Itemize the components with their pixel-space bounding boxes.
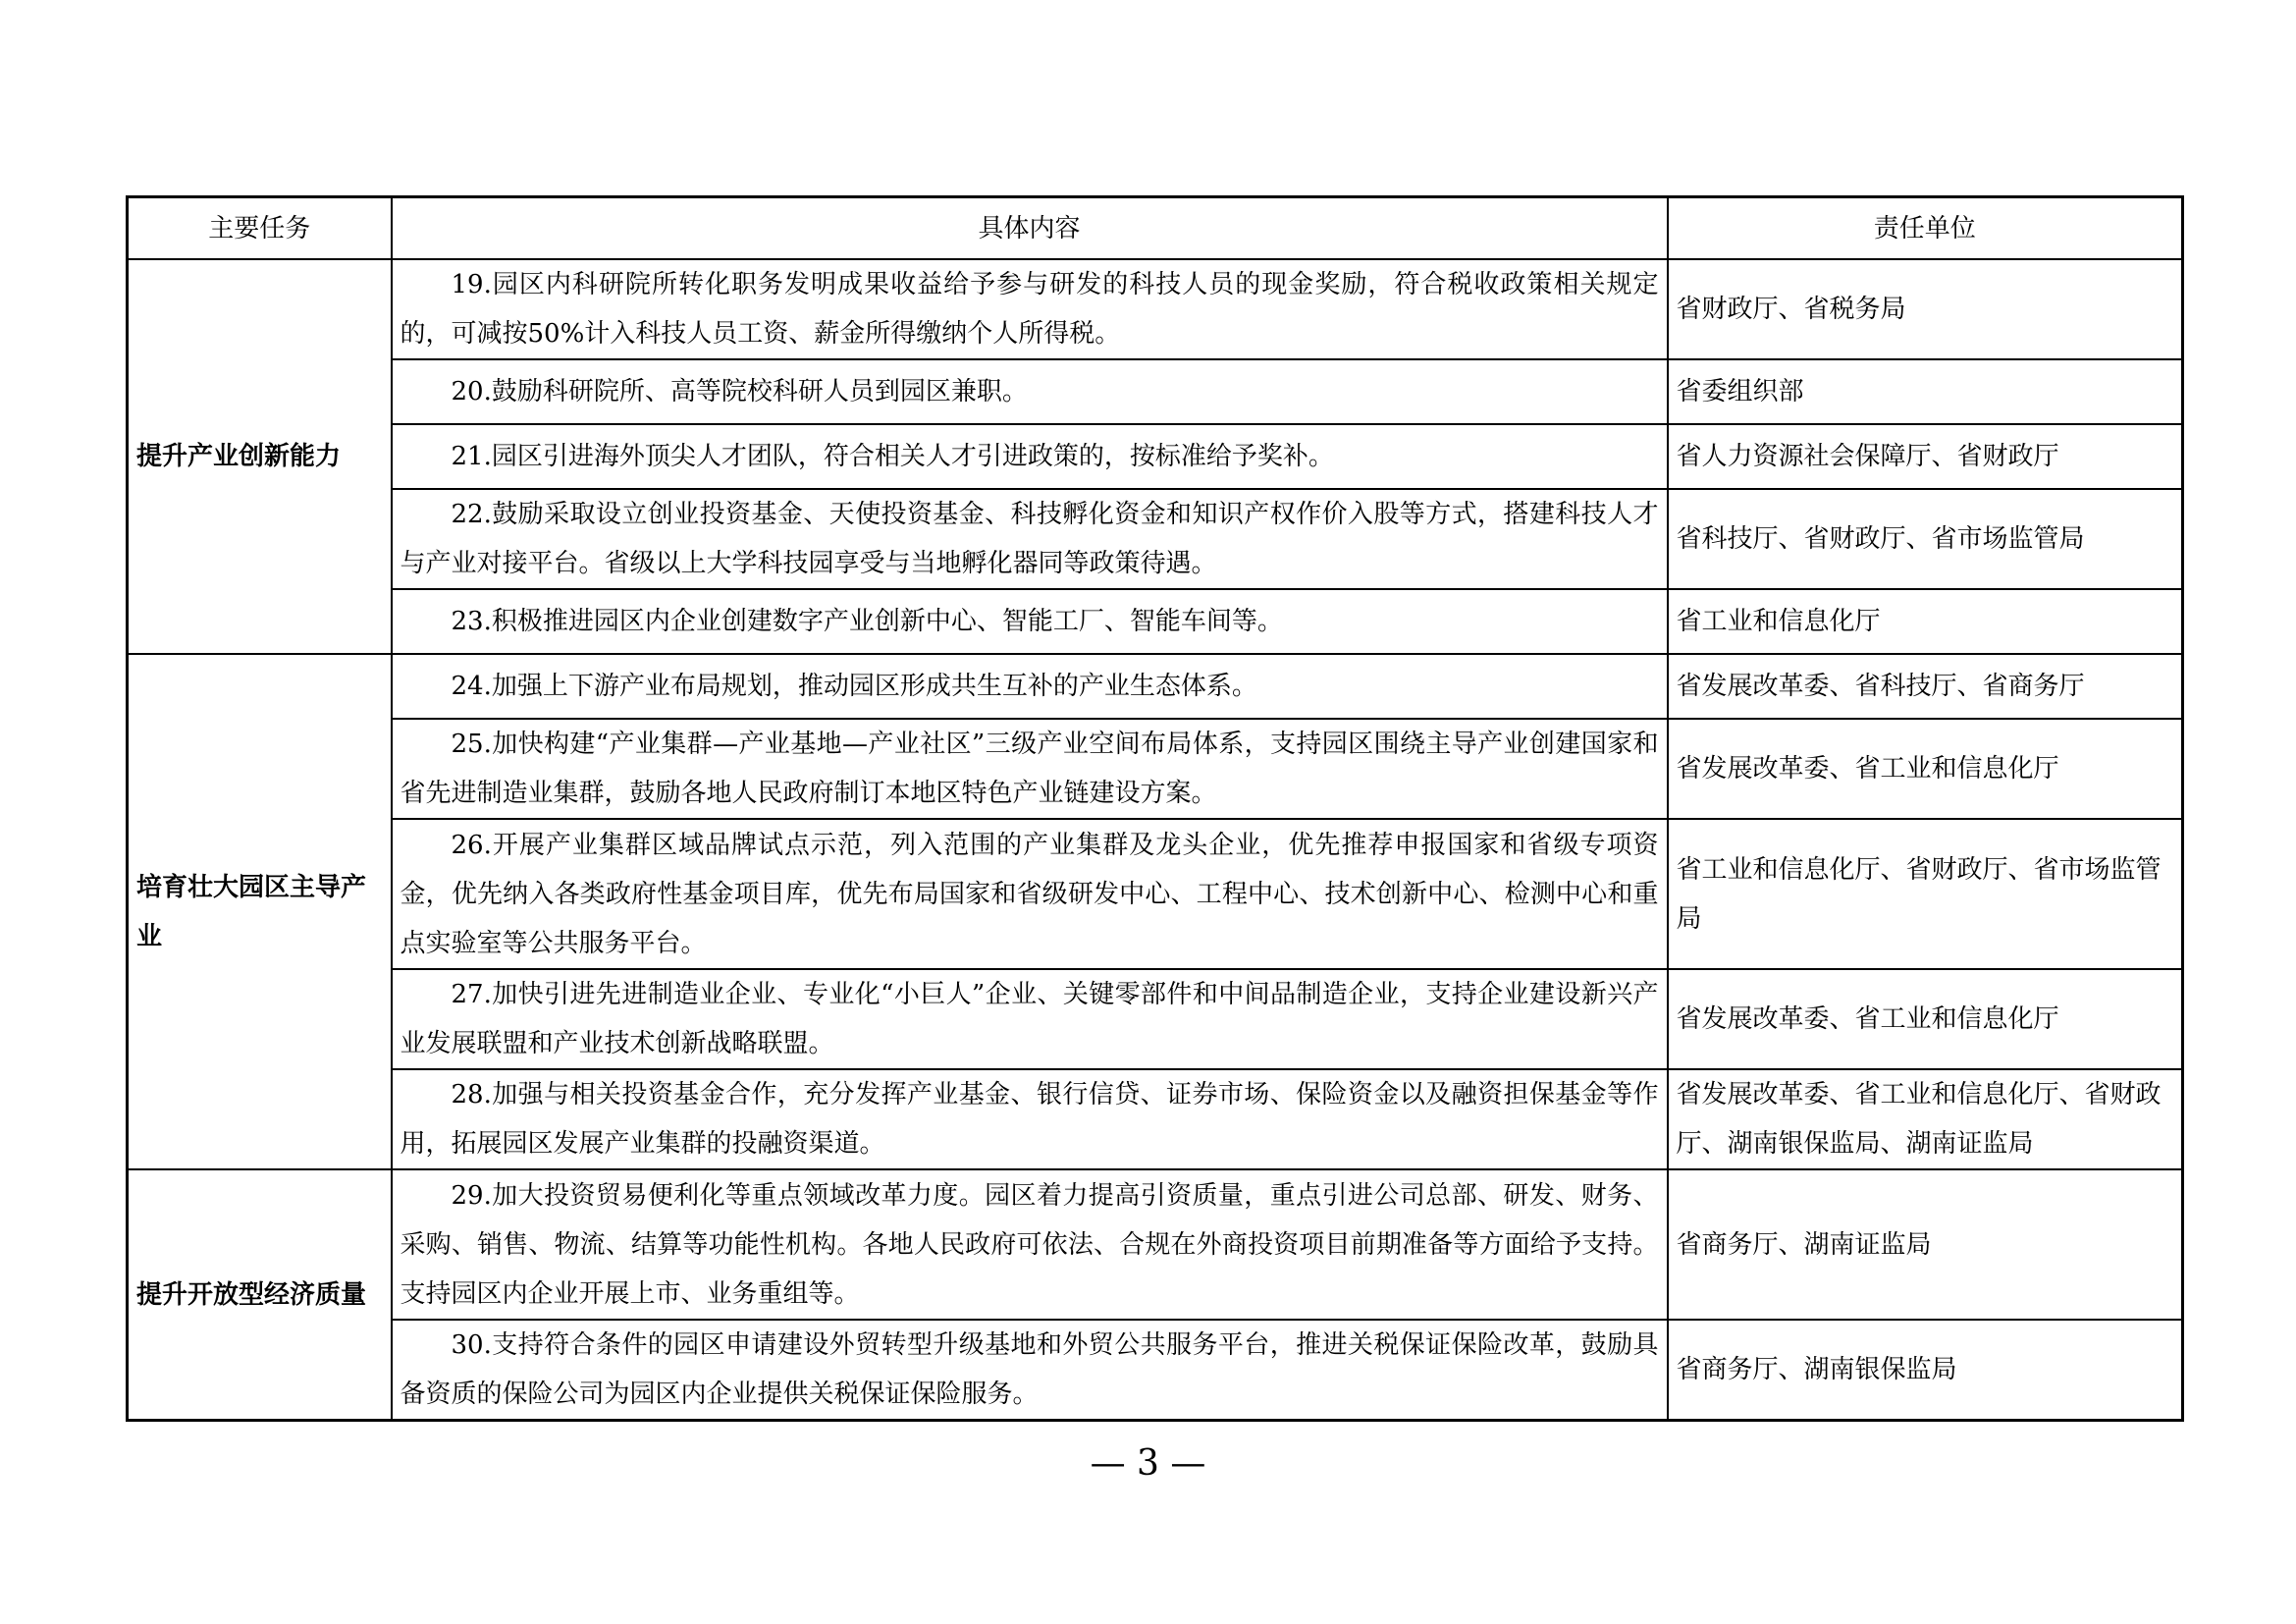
table-row: [128, 589, 2183, 654]
table-row: [128, 819, 2183, 969]
unit-cell: 省商务厅、湖南证监局: [1668, 1169, 2183, 1320]
content-cell: 27.加快引进先进制造业企业、专业化“小巨人”企业、关键零部件和中间品制造企业，支持企业建设新兴产业发展联盟和产业技术创新战略联盟。: [392, 969, 1668, 1069]
table-row: [128, 654, 2183, 719]
unit-cell: 省工业和信息化厅、省财政厅、省市场监管局: [1668, 819, 2183, 969]
header-responsible-unit: 责任单位: [1668, 197, 2183, 260]
content-cell: 22.鼓励采取设立创业投资基金、天使投资基金、科技孵化资金和知识产权作价入股等方式，搭建科技人才与产业对接平台。省级以上大学科技园享受与当地孵化器同等政策待遇。: [392, 489, 1668, 589]
content-cell: 26.开展产业集群区域品牌试点示范，列入范围的产业集群及龙头企业，优先推荐申报国家和省级专项资金，优先纳入各类政府性基金项目库，优先布局国家和省级研发中心、工程中心、技术创新中心、检测中心和重点实验室等公共服务平台。: [392, 819, 1668, 969]
table-row: [128, 1069, 2183, 1169]
content-cell: 20.鼓励科研院所、高等院校科研人员到园区兼职。: [392, 359, 1668, 424]
tasks-table: [126, 195, 2184, 1422]
table-row: [128, 424, 2183, 489]
unit-cell: 省发展改革委、省科技厅、省商务厅: [1668, 654, 2183, 719]
unit-cell: 省工业和信息化厅: [1668, 589, 2183, 654]
table-row: [128, 719, 2183, 819]
unit-cell: 省发展改革委、省工业和信息化厅: [1668, 969, 2183, 1069]
task-cell: 培育壮大园区主导产业: [128, 654, 392, 1169]
task-cell: 提升产业创新能力: [128, 259, 392, 654]
table-row: [128, 969, 2183, 1069]
task-cell: 提升开放型经济质量: [128, 1169, 392, 1421]
unit-cell: 省委组织部: [1668, 359, 2183, 424]
table-row: [128, 359, 2183, 424]
header-main-task: 主要任务: [128, 197, 392, 260]
unit-cell: 省发展改革委、省工业和信息化厅、省财政厅、湖南银保监局、湖南证监局: [1668, 1069, 2183, 1169]
table-header-row: [128, 197, 2183, 260]
content-cell: 30.支持符合条件的园区申请建设外贸转型升级基地和外贸公共服务平台，推进关税保证保险改革，鼓励具备资质的保险公司为园区内企业提供关税保证保险服务。: [392, 1320, 1668, 1421]
content-cell: 25.加快构建“产业集群—产业基地—产业社区”三级产业空间布局体系，支持园区围绕主导产业创建国家和省先进制造业集群，鼓励各地人民政府制订本地区特色产业链建设方案。: [392, 719, 1668, 819]
unit-cell: 省财政厅、省税务局: [1668, 259, 2183, 359]
content-cell: 28.加强与相关投资基金合作，充分发挥产业基金、银行信贷、证券市场、保险资金以及融资担保基金等作用，拓展园区发展产业集群的投融资渠道。: [392, 1069, 1668, 1169]
page-number: — 3 —: [1090, 1443, 1206, 1484]
content-cell: 24.加强上下游产业布局规划，推动园区形成共生互补的产业生态体系。: [392, 654, 1668, 719]
unit-cell: 省发展改革委、省工业和信息化厅: [1668, 719, 2183, 819]
content-cell: 23.积极推进园区内企业创建数字产业创新中心、智能工厂、智能车间等。: [392, 589, 1668, 654]
content-cell: 21.园区引进海外顶尖人才团队，符合相关人才引进政策的，按标准给予奖补。: [392, 424, 1668, 489]
unit-cell: 省商务厅、湖南银保监局: [1668, 1320, 2183, 1421]
unit-cell: 省人力资源社会保障厅、省财政厅: [1668, 424, 2183, 489]
unit-cell: 省科技厅、省财政厅、省市场监管局: [1668, 489, 2183, 589]
content-cell: 29.加大投资贸易便利化等重点领域改革力度。园区着力提高引资质量，重点引进公司总部、研发、财务、采购、销售、物流、结算等功能性机构。各地人民政府可依法、合规在外商投资项目前期准备等方面给予支持。支持园区内企业开展上市、业务重组等。: [392, 1169, 1668, 1320]
table-row: [128, 489, 2183, 589]
content-cell: 19.园区内科研院所转化职务发明成果收益给予参与研发的科技人员的现金奖励，符合税收政策相关规定的，可减按50%计入科技人员工资、薪金所得缴纳个人所得税。: [392, 259, 1668, 359]
table-row: [128, 1169, 2183, 1320]
table-row: [128, 1320, 2183, 1421]
header-content: 具体内容: [392, 197, 1668, 260]
table-row: [128, 259, 2183, 359]
